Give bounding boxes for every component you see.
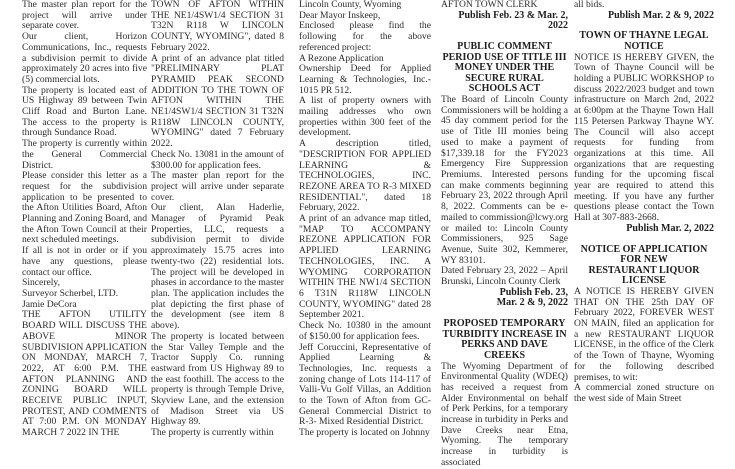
notice-paragraph: Surveyor Scherbel, LTD. <box>22 287 119 299</box>
notice-paragraph: THE AFTON UTILITY BOARD WILL DISCUSS THE ABOVE MINOR SUBDIVISION APPLICATION ON MONDAY, MARCH 7, 2022, AT 6:00 P.M. THE AFTON PLANNING AND ZONING BOARD WILL RECEIVE PUBLIC INPUT, PROTEST, AND COMMENTS AT 7:00 P.M. ON MONDAY MARCH 7 2022 IN THE <box>22 309 147 439</box>
notice-paragraph: A list of property owners with mailing addresses who own properties within 300 feet of the development. <box>299 95 431 139</box>
publish-line: Publish Feb. 23 & Mar. 2, 2022 <box>458 9 568 32</box>
notice-paragraph: A NOTICE IS HEREBY GIVEN THAT ON THE 25th DAY OF February 2022, FOREVER WEST ON MAIN, filed an application for a new RESTAURANT LIQUOR LICENSE, in the office of the Clerk of the Town of Thayne, Wyoming for the following described premises, to wit: <box>574 285 714 383</box>
notice-paragraph: A description titled, "DESCRIPTION FOR APPLIED LEARNING & TECHNOLOGIES, INC. REZONE AREA TO R-3 MIXED RESIDENTIAL", dated 18 February, 2022. <box>299 138 431 214</box>
notice-paragraph: A Rezone Application <box>299 52 384 64</box>
notice-heading: PUBLIC COMMENT PERIOD USE OF TITLE III MONEY UNDER THE SECURE RURAL SCHOOLS ACT <box>442 41 567 95</box>
notice-paragraph: The property is located east of US Highway 89 between Twin Cliff Road and Burton Lane. The access to the property is through Sundance Road. <box>22 84 147 139</box>
notice-paragraph: Check No. 13081 in the amount of $300.00 for application fees. <box>151 148 284 171</box>
notice-paragraph: The property is currently within the General Commercial District. <box>22 138 147 171</box>
notice-paragraph: The Board of Lincoln County Commissioners will be holding a 45 day comment period for the use of Title III monies being used to make a payment of $17,339.18 for the FY2023 Emergency Fire Suppression Premiums. Interested persons can make comments beginning February 23, 2022 through April 8, 2022. Comments can be e-mailed to commission@lcwy.org or mailed to: Lincoln County Commissioners, 925 Sage Avenue, Suite 302, Kemmerer, WY 83101. <box>441 94 568 266</box>
column-2 <box>151 0 284 439</box>
notice-paragraph: Please consider this letter as a request for the subdivision application to be presented to the Afton Utilities Board, Afton Planning and Zoning Board, and the Afton Town Council at their next scheduled meetings. <box>22 170 147 246</box>
column-5 <box>574 0 714 405</box>
notice-paragraph: The property is currently within <box>151 427 274 439</box>
notice-paragraph: Sincerely, <box>22 277 61 289</box>
notice-paragraph: The master plan report for the project will arrive under separate cover. <box>22 0 147 32</box>
notice-heading: TOWN OF THAYNE LEGAL NOTICE <box>579 30 709 52</box>
notice-paragraph: The master plan report for the project will arrive under separate cover. <box>151 170 284 203</box>
notice-paragraph: Check No. 10380 in the amount of $150.00 for application fees. <box>299 320 431 342</box>
notice-paragraph: Dated February 23, 2022 – April Brunski, Lincoln County Clerk <box>441 265 568 288</box>
notice-paragraph: If all is not in order or if you have any questions, please contact our office. <box>22 245 147 278</box>
publish-line: Publish Feb. 23, <box>499 286 568 298</box>
publish-line: Publish Mar. 2, 2022 <box>626 222 714 234</box>
notice-paragraph: Jeff Coruccini, Representative of Applied Learning & Technologies, Inc. requests a zoning change of Lots 114-117 of Valli-Vu Golf Villas, an Addition to the Town of Afton from GC- General Commercial District to R-3- Mixed Residential District. <box>299 341 431 428</box>
notice-paragraph: The property is located between the Star Valley Temple and the Tractor Supply Co. running eastward from US Highway 89 to the east foothill. The access to the property is through Temple Drive, Skyview Lane, and the extension of Madison Street via US Highway 89. <box>151 330 284 428</box>
notice-heading: PROPOSED TEMPORARY TURBIDITY INCREASE IN PERKS AND DAVE CREEKS <box>442 318 567 361</box>
column-3 <box>299 0 431 439</box>
publish-line: Mar. 2 & 9, 2022 <box>496 297 568 309</box>
notice-heading: NOTICE OF APPLICATION FOR NEW <box>580 243 708 266</box>
notice-paragraph: The Wyoming Department of Environmental Quality (WDEQ) has received a request from Alder Environmental on behalf of Perk Perkins, for a temporary increase in turbidity in Perks and Dave Creeks near Etna, Wyoming. The temporary increase in turbidity is associated <box>441 360 568 468</box>
notice-paragraph: The property is located on Johnny <box>299 427 430 439</box>
notice-paragraph: Ownership Deed for Applied Learning & Technologies, Inc.- 1015 PR 512. <box>299 63 431 96</box>
notice-paragraph: Our client, Alan Haderlie, Manager of Pyramid Peak Properties, LLC, requests a subdivision permit to divide approximately 15.75 acres into twenty-two (22) residential lots. The project will be developed in phases in accordance to the master plan. The application includes the plat depicting the first phase of the development (see item 8 above). <box>151 202 284 332</box>
notice-paragraph: Enclosed please find the following for the above referenced project: <box>299 20 431 53</box>
notice-paragraph: Lincoln County, Wyoming <box>299 0 402 10</box>
notice-paragraph: AFTON TOWN CLERK <box>441 0 538 10</box>
notice-paragraph: A print of an advance plat titled "PRELIMINARY PLAT PYRAMID PEAK SECOND ADDITION TO THE TOWN OF AFTON WITHIN THE NE1/4SW1/4 SECTION 31 T32N R118W LINCOLN COUNTY, WYOMING" dated 7 February 2022. <box>151 52 284 150</box>
notice-paragraph: Jamie DeCora <box>22 298 77 310</box>
notice-paragraph: TOWN OF AFTON WITHIN THE NE1/4SW1/4 SECTION 31 T32N R118 W LINCOLN COUNTY, WYOMING", dated 8 February 2022. <box>151 0 284 53</box>
column-4 <box>441 0 568 469</box>
notice-paragraph: NOTICE IS HEREBY GIVEN, the Town of Thayne Council will be holding a PUBLIC WORKSHOP to discuss 2022/2023 budget and town infrastructure on March 2nd, 2022 at 6:00pm at the Thayne Town Hall 115 Petersen Parkway Thayne WY. The Council will also accept requests for funding from organizations at this time. All organizations that are requesting funding for the upcoming fiscal year are required to attend this meeting. If you have any further questions please contact the Town Hall at 307-883-2668. <box>574 51 714 224</box>
notice-paragraph: A print of an advance map titled, "MAP TO ACCOMPANY REZONE APPLICATION FOR APPLIED LEARNING TECHNOLOGIES, INC. A WYOMING CORPORATION WITHIN THE NW1/4 SECTION 6 T31N R118W LINCOLN COUNTY, WYOMING" dated 28 September 2021. <box>299 213 431 321</box>
notice-paragraph: all bids. <box>574 0 605 10</box>
notice-paragraph: Dear Mayor Inskeep, <box>299 9 381 21</box>
column-1 <box>22 0 147 439</box>
publish-line: Publish Mar. 2 & 9, 2022 <box>607 9 714 21</box>
notice-heading: RESTAURANT LIQUOR LICENSE <box>588 264 700 287</box>
notice-paragraph: Our client, Horizon Communications, Inc., requests a subdivision permit to divide approximately 20 acres into five (5) commercial lots. <box>22 31 147 85</box>
notice-paragraph: A commercial zoned structure on the west side of Main Street <box>574 382 714 404</box>
